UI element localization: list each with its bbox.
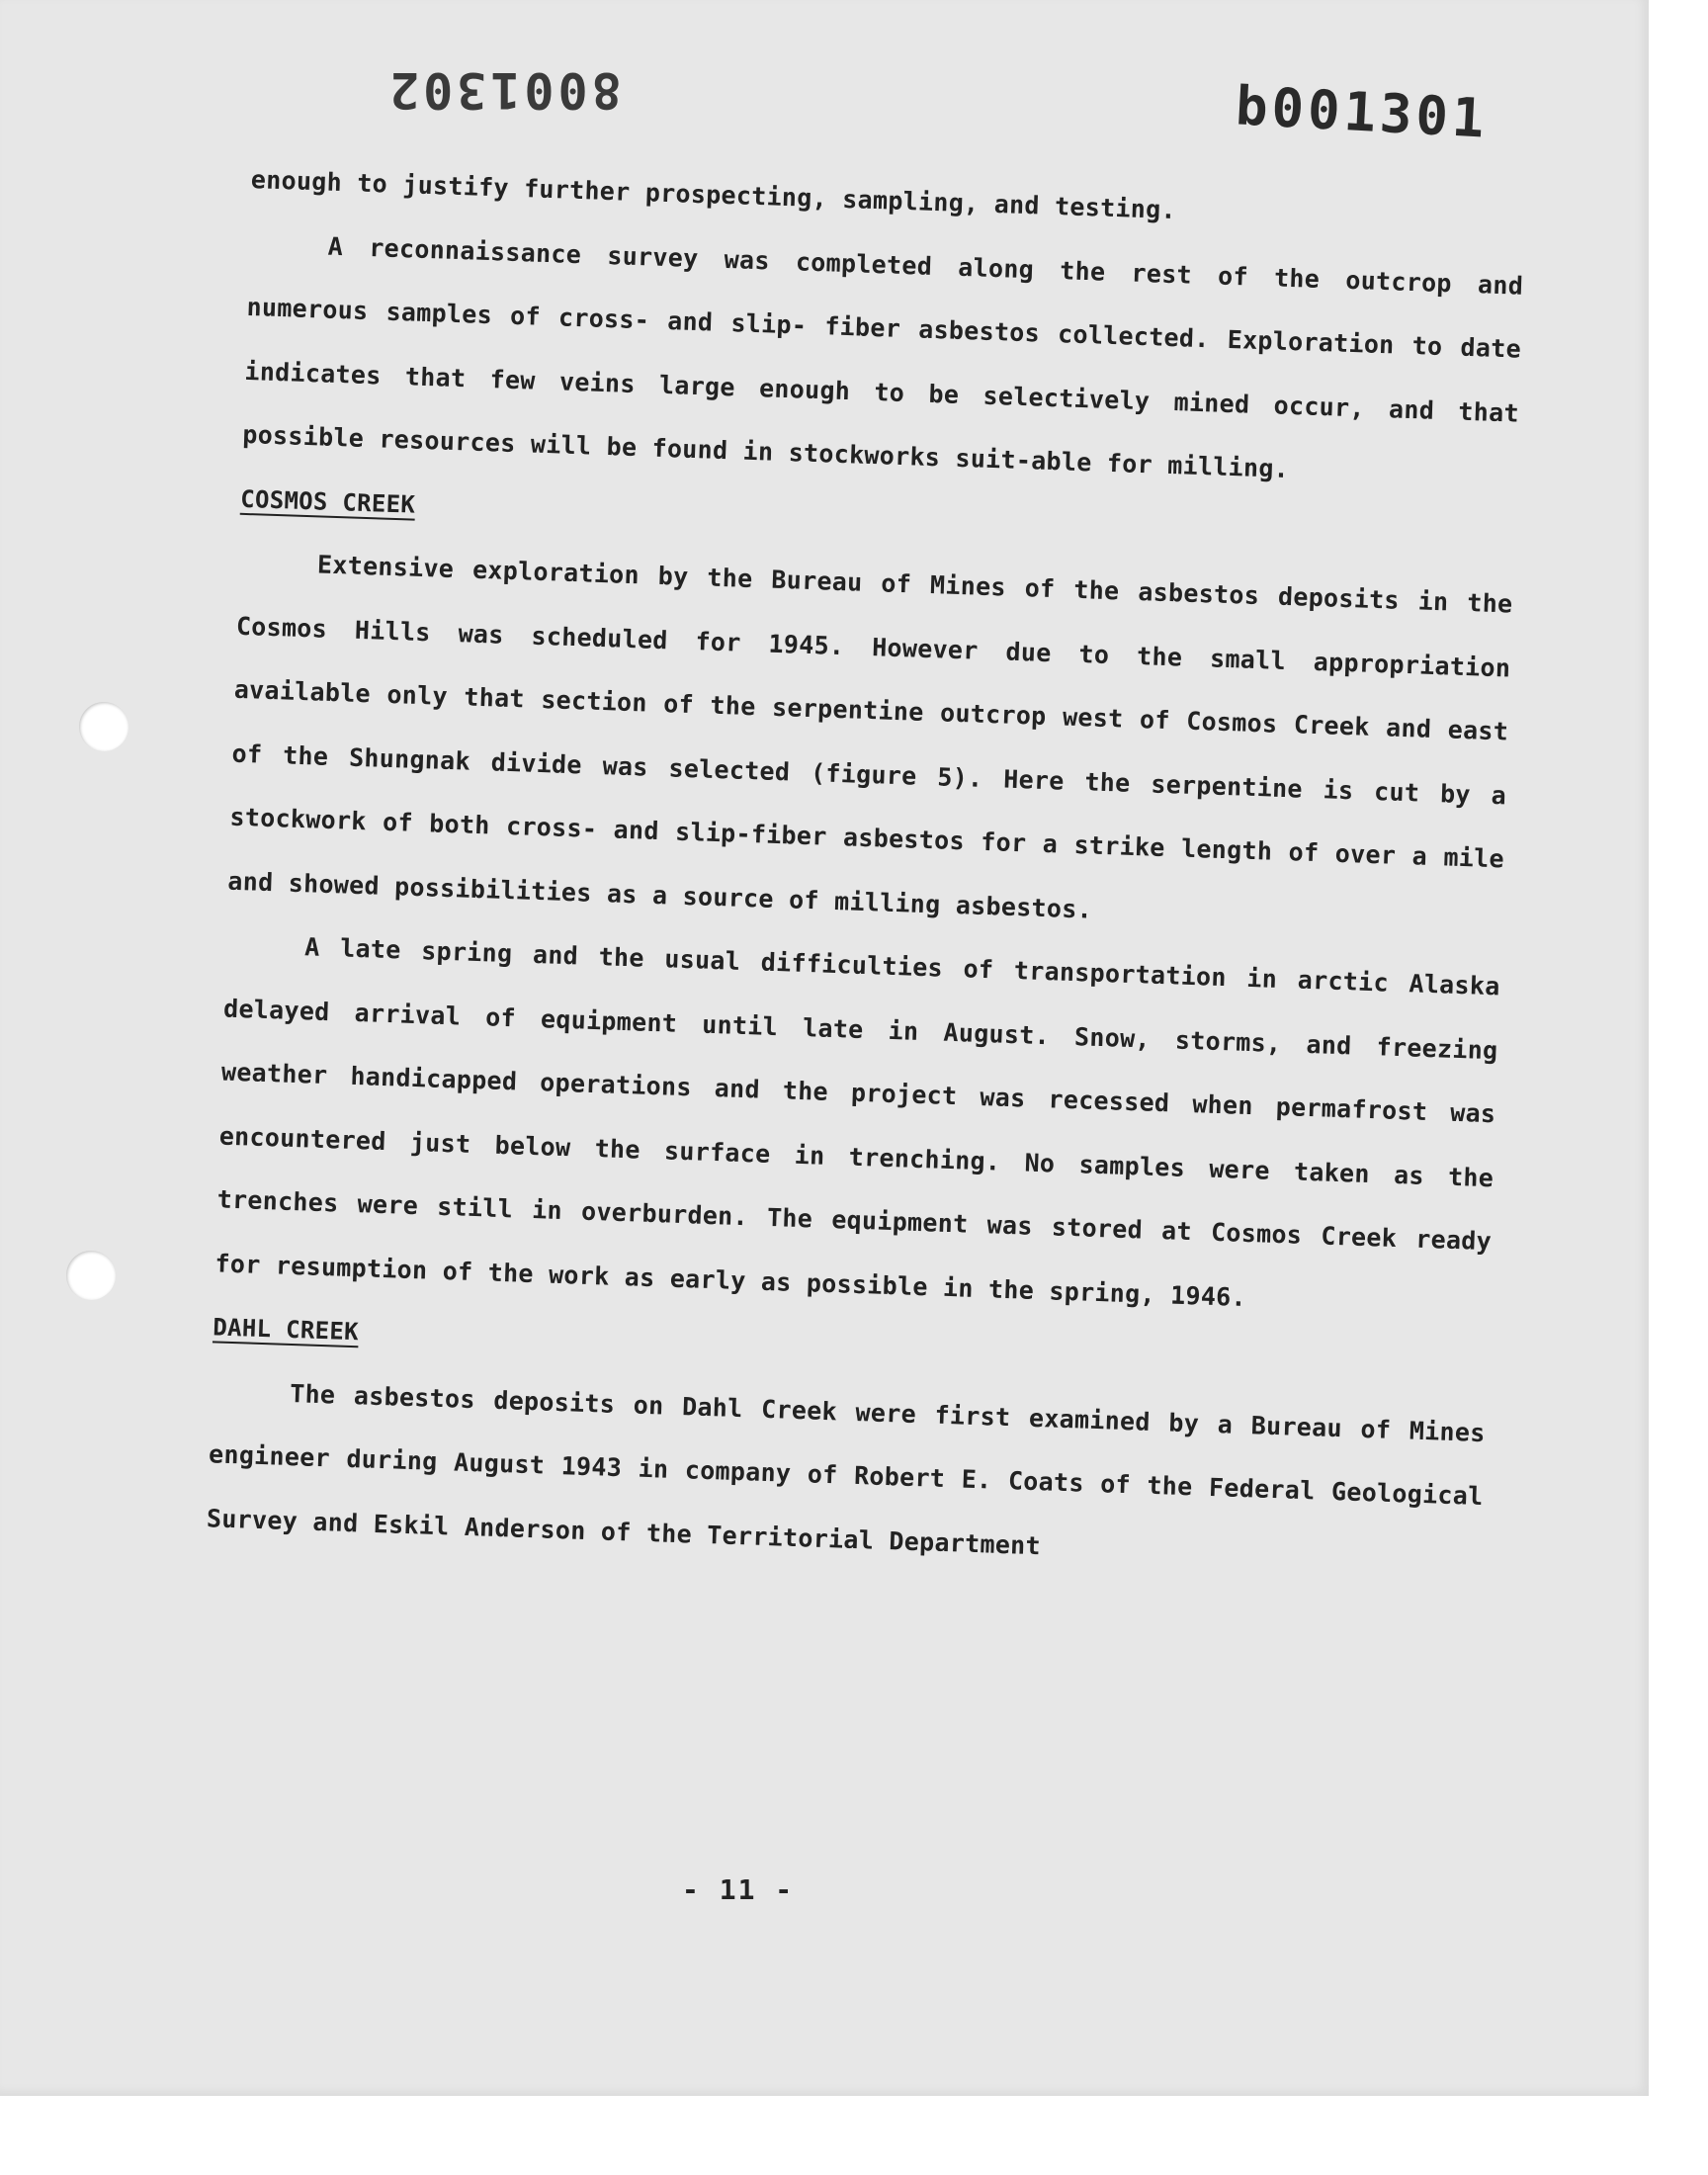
- punch-hole-bottom: [66, 1251, 116, 1300]
- page-number: - 11 -: [682, 1873, 795, 1906]
- paragraph-continuation: enough to justify further prospecting, sampling, and testing.: [250, 164, 1177, 225]
- document-stamp-number: b001301: [1234, 74, 1491, 150]
- paragraph-reconnaissance: A reconnaissance survey was completed along the rest of the outcrop and numerous samples of cross- and slip- fiber asbestos collected. Exploration to date indicates that few veins large enough to be selectively mined occur, and that possible resources will be found in stockworks suit-able for milling.: [241, 231, 1524, 483]
- document-stamp-upside-down: 8001302: [385, 61, 622, 119]
- document-body: [206, 148, 1526, 1593]
- paragraph-cosmos-exploration: Extensive exploration by the Bureau of Mines of the asbestos deposits in the Cosmos Hills was scheduled for 1945. However due to the small appropriation available only that section of the serpentine outcrop west of Cosmos Creek and east of the Shungnak divide was selected (figure 5). Here the serpentine is cut by a stockwork of both cross- and slip-fiber asbestos for a strike length of over a mile and showed possibilities as a source of milling asbestos.: [226, 550, 1513, 924]
- paragraph-dahl-creek: The asbestos deposits on Dahl Creek were first examined by a Bureau of Mines engineer during August 1943 in company of Robert E. Coats of the Federal Geological Survey and Eskil Anderson of the Territorial Department: [206, 1378, 1487, 1560]
- section-heading-dahl-creek: DAHL CREEK: [212, 1313, 360, 1347]
- punch-hole-top: [79, 702, 128, 751]
- section-heading-cosmos-creek: COSMOS CREEK: [239, 484, 416, 519]
- paragraph-late-spring: A late spring and the usual difficulties of transportation in arctic Alaska delayed arrival of equipment until late in August. Snow, storms, and freezing weather handicapped operations and the project was recessed when permafrost was encountered just below the surface in trenching. No samples were taken as the trenches were still in overburden. The equipment was stored at Cosmos Creek ready for resumption of the work as early as possible in the spring, 1946.: [214, 932, 1501, 1312]
